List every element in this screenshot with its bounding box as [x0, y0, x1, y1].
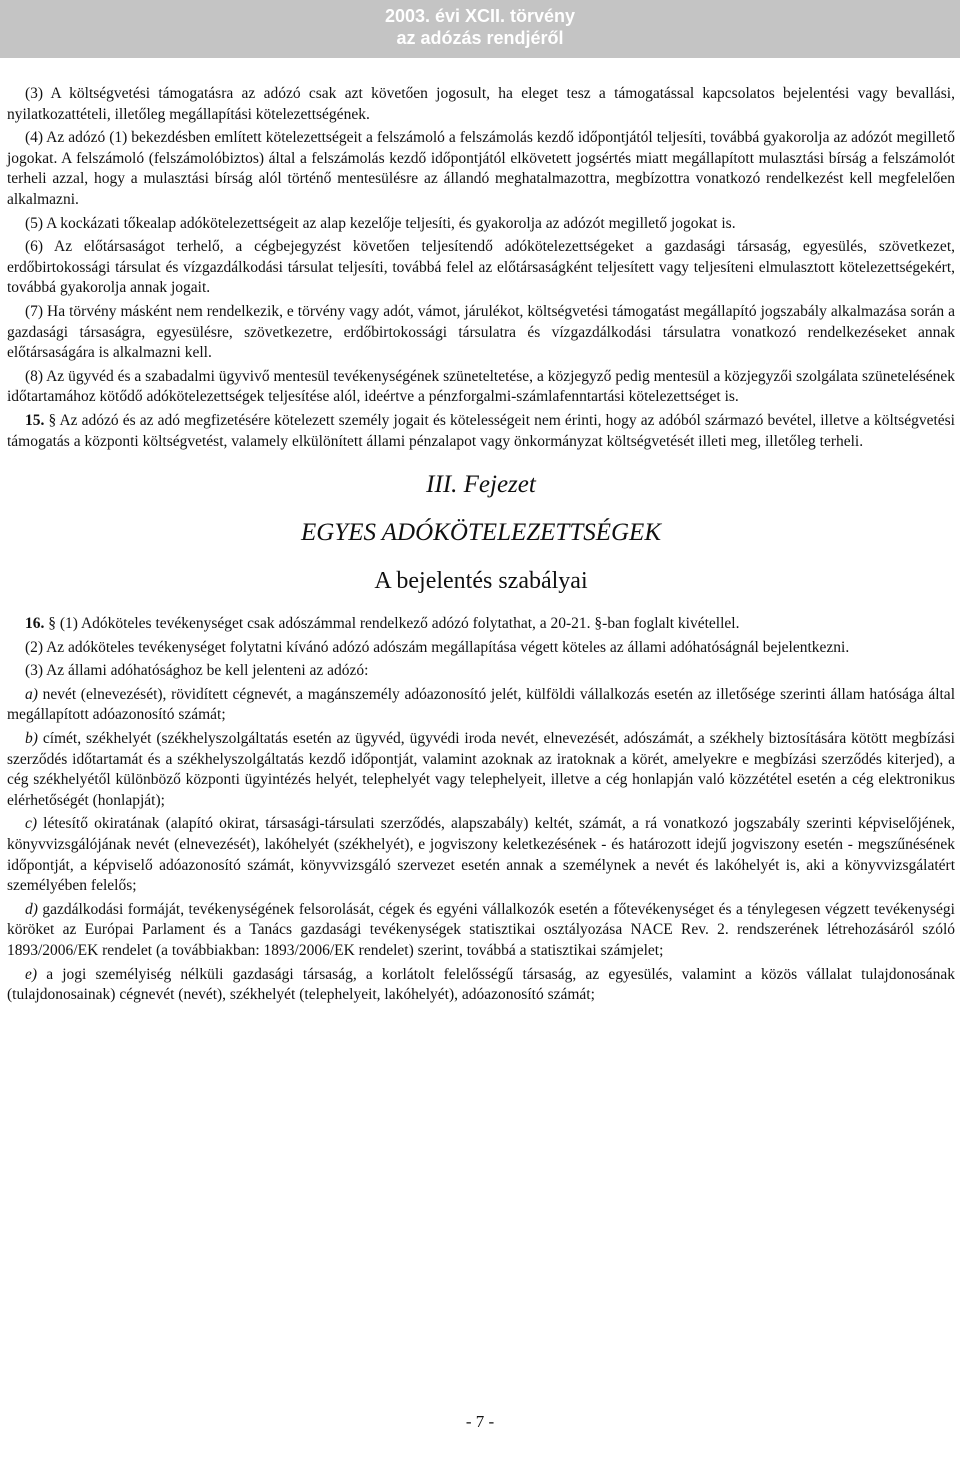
list-item-text: a jogi személyiség nélküli gazdasági társaság, a korlátolt felelősségű társaság, az egyesülés, valamint a közös vállalat tulajdonosának (tulajdonosainak) cégnevét (nevét), székhelyét (telephelyeit, lakóhelyét), adóazonosító számát; [7, 965, 955, 1004]
section-15 [7, 411, 955, 452]
list-item-e [7, 965, 955, 1006]
section-heading: A bejelentés szabályai [374, 568, 588, 595]
chapter-title: EGYES ADÓKÖTELEZETTSÉGEK [300, 519, 661, 547]
list-item-a [7, 685, 955, 726]
list-item-b [7, 729, 955, 811]
paragraph-3: (3) A költségvetési támogatásra az adózó csak azt követően jogosult, ha eleget tesz a támogatással kapcsolatos bejelentési vagy bevallási, nyilatkozattételi, illetőleg megállapítási kötelezettségének. [7, 85, 955, 123]
section-16-number: 16. [25, 615, 45, 633]
list-item-label: c) [25, 815, 38, 833]
chapter-number: III. Fejezet [426, 471, 536, 499]
section-16-text: § (1) Adóköteles tevékenységet csak adószámmal rendelkező adózó folytathat, a 20-21. §-ban foglalt kivétellel. [44, 615, 740, 633]
paragraph-4: (4) Az adózó (1) bekezdésben említett kötelezettségeit a felszámoló a felszámolás kezdő időpontjától teljesíti, továbbá gyakorolja az adózót megillető jogokat. A felszámoló (felszámolóbiztos) által a felszámolás kezdő időpontjától elkövetett jogsértés miatt megállapított mulasztási bírság a felszámolót terheli azzal, hogy a mulasztási bírság alól történő mentesülésre az állandó meghatalmazottra, megbízottra vonatkozó rendelkezést kell megfelelően alkalmazni. [7, 129, 955, 208]
section-16-paragraph-3: (3) Az állami adóhatósághoz be kell jelenteni az adózó: [25, 662, 369, 680]
list-item-label: b) [25, 730, 38, 748]
list-item-text: létesítő okiratának (alapító okirat, társasági-társulati szerződés, alapszabály) keltét, számát, a rá vonatkozó jogszabály szerinti képviselőjének, könyvvizsgálójának nevét (elnevezését), lakóhelyét (székhelyét), e jogviszony keletkezésének - és határozott idejű jogviszony esetén - megszűnésének időpontját, a képviselő adóazonosító számát, könyvvizsgáló szervezet esetén annak a személynek a nevét és lakóhelyét is, aki a könyvvizsgálatért személyében felelős; [7, 815, 955, 895]
paragraph-5: (5) A kockázati tőkealap adókötelezettségeit az alap kezelője teljesíti, és gyakorolja az adózót megillető jogokat is. [25, 214, 736, 232]
list-item-text: gazdálkodási formáját, tevékenységének felsorolását, cégek és egyéni vállalkozók esetén a főtevékenységet és a ténylegesen végzett tevékenységi köröket az Európai Parlament és a Tanács gazdasági tevékenységek statisztikai osztályozása NACE Rev. 2. rendszerének létrehozásáról szóló 1893/2006/EK rendelet (a továbbiakban: 1893/2006/EK rendelet) szerint, továbbá a statisztikai számjelet; [7, 900, 955, 959]
list-item-d [7, 900, 955, 962]
section-16-paragraph-2: (2) Az adóköteles tevékenységet folytatni kívánó adózó adószám megállapítása végett köteles az állami adóhatóságnál bejelentkezni. [25, 638, 850, 656]
document-header [0, 0, 960, 58]
list-item-label: d) [25, 900, 38, 918]
section-16-paragraph-1 [7, 614, 955, 635]
list-item-c [7, 814, 955, 896]
law-subtitle: az adózás rendjéről [396, 28, 564, 48]
paragraph-8: (8) Az ügyvéd és a szabadalmi ügyvivő mentesül tevékenységének szüneteltetése, a közjegyző pedig mentesül a közjegyzői szolgálata szünetelésének időtartamához kötődő adókötelezettségek teljesítése alól, ideértve a pénzforgalmi-számlafenntartási kötelezettséget is. [7, 367, 955, 406]
list-item-label: e) [25, 965, 38, 983]
list-item-text: címét, székhelyét (székhelyszolgáltatás esetén az ügyvéd, ügyvédi iroda nevét, elnevezését, adószámát, a székhely biztosítására kötött megbízási szerződés időtartamát és a székhelyszolgáltatás kezdő időpontját, valamint azoknak az iratoknak a körét, amelyekre e megbízási szerződés kiterjed), a cég székhelyétől különböző központi ügyintézés helyét, telephelyét vagy telephelyeit, illetve a cég honlapján való közzététel esetén a cég elektronikus elérhetőségét (honlapját); [7, 730, 955, 809]
paragraph-7: (7) Ha törvény másként nem rendelkezik, e törvény vagy adót, vámot, járulékot, költségvetési támogatást megállapító jogszabály alkalmazása során a gazdasági társaságra, egyesülésre, szövetkezetre, erdőbirtokossági társulatra és vízgazdálkodási társulatra vonatkozó rendelkezéseket annak előtársaságára is alkalmazni kell. [7, 302, 955, 362]
section-15-number: 15. [25, 411, 45, 429]
page-number: - 7 - [465, 1412, 495, 1431]
section-15-text: § Az adózó és az adó megfizetésére kötelezett személy jogait és kötelességeit nem érinti, hogy az adóból származó bevétel, illetve a költségvetési támogatás a központi költségvetést, valamely elkülönített állami pénzalapot vagy önkormányzat költségvetését illeti meg, illetőleg terheli. [7, 411, 955, 450]
law-title: 2003. évi XCII. törvény [384, 6, 576, 26]
list-item-label: a) [25, 685, 38, 703]
list-item-text: nevét (elnevezését), rövidített cégnevét, a magánszemély adóazonosító jelét, külföldi vállalkozás esetén az illetősége szerinti állam hatósága által megállapított adóazonosító számát; [7, 685, 955, 724]
document-body [7, 84, 955, 1009]
paragraph-6: (6) Az előtársaságot terhelő, a cégbejegyzést követően teljesítendő adókötelezettségeket a gazdasági társaság, egyesülés, szövetkezet, erdőbirtokossági társulat és vízgazdálkodási társulat teljesíti, továbbá felel az előtársaságként teljesített vagy teljesíteni elmulasztott kötelezettségekért, továbbá gyakorolja annak jogait. [7, 238, 955, 297]
